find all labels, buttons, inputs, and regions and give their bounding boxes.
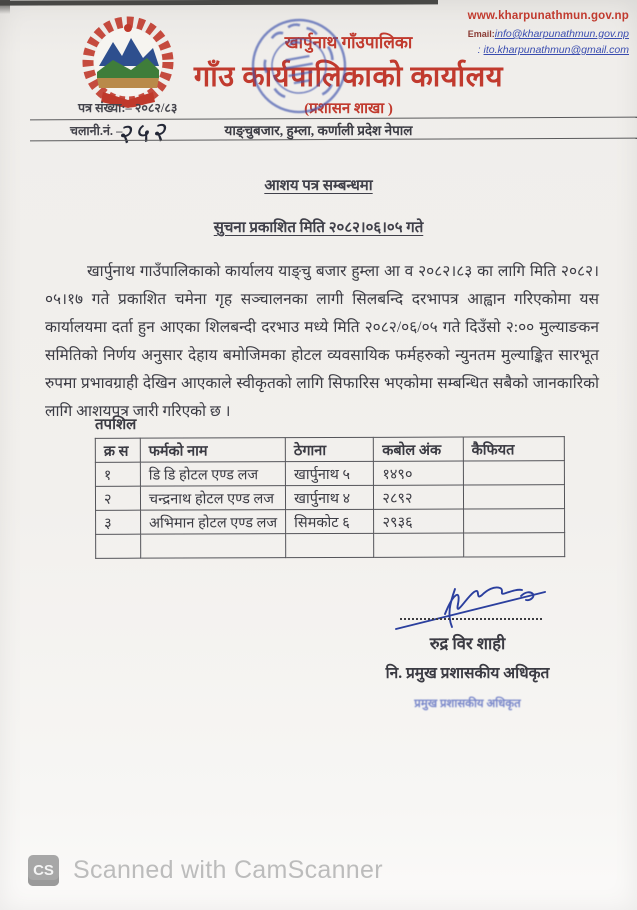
table-row xyxy=(96,533,565,559)
table-cell: सिमकोट ६ xyxy=(286,509,374,533)
dispatch-number-label: चलानी.नं. – xyxy=(70,124,123,138)
municipality-name: खार्पुनाथ गाँउपालिका xyxy=(284,33,413,52)
office-address: याङ्चुबजार, हुम्ला, कर्णाली प्रदेश नेपाल xyxy=(224,123,413,138)
table-header-row xyxy=(95,437,564,463)
subject-line: आशय पत्र सम्बन्धमा xyxy=(264,178,373,194)
email-link[interactable]: info@kharpunathmun.gov.np xyxy=(494,27,629,40)
letter-number-value: २०८२/८३ xyxy=(134,101,178,115)
table-cell xyxy=(374,533,463,557)
table-row xyxy=(95,485,564,511)
dispatch-number-handwritten: २५२ xyxy=(116,116,170,151)
table-cell: २८९२ xyxy=(374,485,463,509)
gmail-link[interactable]: ito.kharpunathmun@gmail.com xyxy=(483,44,629,57)
letter-number-label: पत्र संख्या:– xyxy=(78,101,132,115)
table-cell xyxy=(96,534,141,558)
body-paragraph: खार्पुनाथ गाउँपालिकाको कार्यालय याङ्चु बजार हुम्ला आ व २०८२।८३ का लागि मिति २०८२।०५।१७ गते प्रकाशित चमेना गृह सञ्चालनका लागी सिलबन्दि दरभापत्र आह्वान गरिएकोमा यस कार्यालयमा दर्ता हुन आएका शिलबन्दी दरभाउ मध्ये मिति २०८२/०६/०५ गते दिउँसो २:०० मुल्याङकन समितिको निर्णय अनुसार देहाय बमोजिमका होटल व्यवसायिक फर्महरुको न्युनतम मुल्याङ्कित सारभूत रुपमा प्रभावग्राही देखिन आएकाले स्वीकृतको लागि सिफारिस भएकोमा सम्बन्धित सबैको जानकारिको लागि आशयपत्र जारी गरिएको छ । xyxy=(45,263,599,420)
table-cell xyxy=(463,485,564,509)
table-cell: २९३६ xyxy=(374,509,463,533)
camscanner-watermark xyxy=(28,855,383,886)
signature-handwritten xyxy=(393,580,551,632)
table-cell xyxy=(140,534,285,559)
table-cell xyxy=(463,533,564,557)
table-cell: अभिमान होटल एण्ड लज xyxy=(140,510,285,535)
detail-table-body xyxy=(95,461,564,559)
camscanner-icon: CS xyxy=(28,855,59,886)
table-row xyxy=(95,461,564,487)
email2-prefix: : xyxy=(477,44,484,57)
table-cell xyxy=(463,461,564,485)
table-cell xyxy=(286,533,374,557)
detail-table xyxy=(95,436,565,559)
table-header-cell: फर्मको नाम xyxy=(140,438,285,463)
table-header-cell: कैफियत xyxy=(463,437,564,461)
signatory-name: रुद्र विर शाही xyxy=(429,634,506,653)
website-url[interactable]: www.kharpunathmun.gov.np xyxy=(467,10,629,22)
table-cell xyxy=(463,509,564,533)
table-cell: खार्पुनाथ ५ xyxy=(285,461,373,485)
signatory-title: नि. प्रमुख प्रशासकीय अधिकृत xyxy=(385,665,550,682)
table-header-cell: क्र स xyxy=(95,438,140,462)
table-cell: चन्द्रनाथ होटल एण्ड लज xyxy=(140,486,285,511)
camscanner-text: Scanned with CamScanner xyxy=(73,856,383,884)
table-cell: ३ xyxy=(96,510,141,534)
signature-dotted-line xyxy=(400,618,542,620)
detail-table-head xyxy=(95,437,564,463)
table-header-cell: ठेगाना xyxy=(285,437,373,461)
email-label: Email: xyxy=(467,28,495,39)
table-cell: डि डि होटल एण्ड लज xyxy=(140,462,285,487)
scan-edge xyxy=(0,0,438,6)
office-title: गाँउ कार्यपालिकाको कार्यालय xyxy=(193,61,504,93)
branch-name: (प्रशासन शाखा ) xyxy=(304,101,393,117)
table-row xyxy=(96,509,565,535)
table-header-cell: कबोल अंक xyxy=(374,437,463,461)
scan-edge-corner xyxy=(0,0,10,14)
notice-date-line: सुचना प्रकाशित मिति २०८२।०६।०५ गते xyxy=(213,220,424,236)
signatory-stamp-text: प्रमुख प्रशासकीय अधिकृत xyxy=(414,698,521,710)
table-cell: २ xyxy=(95,486,140,510)
table-cell: १ xyxy=(95,462,140,486)
table-caption: तपशिल xyxy=(95,417,137,433)
table-cell: खार्पुनाथ ४ xyxy=(286,485,374,509)
table-cell: १४९० xyxy=(374,461,463,485)
